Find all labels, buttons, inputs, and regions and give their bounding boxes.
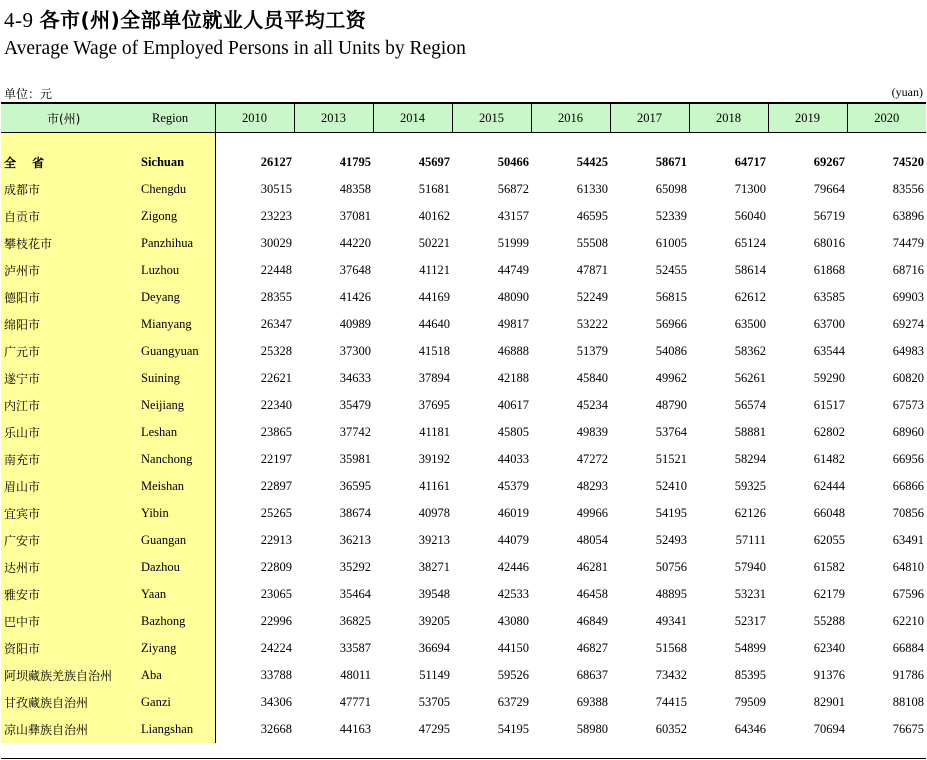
row-city-zh: 凉山彝族自治州 — [1, 716, 128, 743]
wage-cell: 59325 — [734, 479, 766, 493]
table-row — [1, 527, 926, 554]
header-year: 2019 — [768, 103, 847, 133]
wage-cell: 42446 — [497, 560, 529, 574]
wage-cell: 68716 — [892, 263, 924, 277]
row-region-en: Neijiang — [128, 392, 215, 419]
wage-cell: 66884 — [892, 641, 924, 655]
wage-cell: 45697 — [418, 155, 450, 169]
row-city-zh: 成都市 — [1, 176, 128, 203]
row-region-en: Panzhihua — [128, 230, 215, 257]
wage-cell: 51379 — [576, 344, 608, 358]
wage-cell: 44749 — [497, 263, 529, 277]
table-row — [1, 284, 926, 311]
wage-cell: 62340 — [813, 641, 845, 655]
wage-cell: 79509 — [734, 695, 766, 709]
table-row — [1, 500, 926, 527]
row-city-zh: 雅安市 — [1, 581, 128, 608]
wage-cell: 45840 — [576, 371, 608, 385]
wage-cell: 44163 — [339, 722, 371, 736]
row-city-zh: 德阳市 — [1, 284, 128, 311]
wage-cell: 76675 — [892, 722, 924, 736]
wage-cell: 22897 — [260, 479, 292, 493]
wage-cell: 52317 — [734, 614, 766, 628]
wage-cell: 40989 — [339, 317, 371, 331]
wage-cell: 44640 — [418, 317, 450, 331]
wage-cell: 74415 — [655, 695, 687, 709]
spacer-row — [1, 133, 926, 150]
wage-cell: 91376 — [813, 668, 845, 682]
wage-cell: 61005 — [655, 236, 687, 250]
wage-cell: 48054 — [576, 533, 608, 547]
wage-cell: 41121 — [419, 263, 450, 277]
wage-cell: 61582 — [813, 560, 845, 574]
wage-cell: 57111 — [735, 533, 766, 547]
row-city-zh: 泸州市 — [1, 257, 128, 284]
wage-cell: 39192 — [418, 452, 450, 466]
row-region-en: Liangshan — [128, 716, 215, 743]
wage-cell: 58881 — [734, 425, 766, 439]
wage-cell: 62802 — [813, 425, 845, 439]
wage-cell: 49817 — [497, 317, 529, 331]
wage-cell: 63500 — [734, 317, 766, 331]
wage-cell: 56872 — [497, 182, 529, 196]
wage-cell: 63491 — [892, 533, 924, 547]
wage-cell: 51999 — [497, 236, 529, 250]
wage-cell: 62612 — [734, 290, 766, 304]
wage-cell: 46595 — [576, 209, 608, 223]
wage-cell: 47771 — [339, 695, 371, 709]
table-row — [1, 581, 926, 608]
wage-cell: 37695 — [418, 398, 450, 412]
wage-cell: 51149 — [419, 668, 450, 682]
wage-cell: 49966 — [576, 506, 608, 520]
wage-cell: 68637 — [576, 668, 608, 682]
wage-cell: 61482 — [813, 452, 845, 466]
wage-cell: 58294 — [734, 452, 766, 466]
table-body — [1, 133, 926, 744]
table-row — [1, 392, 926, 419]
wage-cell: 50756 — [655, 560, 687, 574]
header-region-en: Region — [128, 103, 215, 133]
wage-cell: 41161 — [419, 479, 450, 493]
wage-cell: 44150 — [497, 641, 529, 655]
wage-cell: 35981 — [339, 452, 371, 466]
bottom-rule — [1, 758, 926, 759]
wage-cell: 35464 — [339, 587, 371, 601]
table-row — [1, 149, 926, 176]
wage-cell: 56815 — [655, 290, 687, 304]
row-region-en: Luzhou — [128, 257, 215, 284]
wage-cell: 52249 — [576, 290, 608, 304]
row-city-zh: 攀枝花市 — [1, 230, 128, 257]
wage-cell: 32668 — [260, 722, 292, 736]
wage-cell: 22340 — [260, 398, 292, 412]
wage-cell: 38271 — [418, 560, 450, 574]
wage-cell: 61330 — [576, 182, 608, 196]
header-year: 2010 — [215, 103, 294, 133]
row-region-en: Leshan — [128, 419, 215, 446]
wage-cell: 22809 — [260, 560, 292, 574]
table-row — [1, 608, 926, 635]
wage-cell: 47295 — [418, 722, 450, 736]
row-city-zh: 遂宁市 — [1, 365, 128, 392]
row-region-en: Ziyang — [128, 635, 215, 662]
table-row — [1, 716, 926, 743]
wage-cell: 68960 — [892, 425, 924, 439]
wage-cell: 41426 — [339, 290, 371, 304]
wage-cell: 54195 — [655, 506, 687, 520]
wage-cell: 22996 — [260, 614, 292, 628]
wage-cell: 63585 — [813, 290, 845, 304]
wage-cell: 50466 — [497, 155, 529, 169]
wage-cell: 65098 — [655, 182, 687, 196]
wage-cell: 22913 — [260, 533, 292, 547]
wage-cell: 71300 — [734, 182, 766, 196]
wage-cell: 62210 — [892, 614, 924, 628]
wage-cell: 56966 — [655, 317, 687, 331]
wage-cell: 43080 — [497, 614, 529, 628]
row-city-zh: 甘孜藏族自治州 — [1, 689, 128, 716]
wage-cell: 46827 — [576, 641, 608, 655]
wage-cell: 22448 — [260, 263, 292, 277]
wage-cell: 64346 — [734, 722, 766, 736]
wage-cell: 56040 — [734, 209, 766, 223]
wage-cell: 35292 — [339, 560, 371, 574]
wage-cell: 46888 — [497, 344, 529, 358]
table-row — [1, 311, 926, 338]
title-zh-text: 各市(州)全部单位就业人员平均工资 — [39, 8, 367, 32]
wage-cell: 55508 — [576, 236, 608, 250]
wage-cell: 39213 — [418, 533, 450, 547]
table-row — [1, 473, 926, 500]
wage-cell: 37648 — [339, 263, 371, 277]
wage-cell: 56574 — [734, 398, 766, 412]
wage-cell: 36213 — [339, 533, 371, 547]
wage-cell: 64810 — [892, 560, 924, 574]
wage-cell: 24224 — [260, 641, 292, 655]
wage-cell: 42533 — [497, 587, 529, 601]
unit-label-en: (yuan) — [891, 85, 923, 99]
wage-cell: 59526 — [497, 668, 529, 682]
wage-cell: 48011 — [340, 668, 371, 682]
wage-cell: 82901 — [813, 695, 845, 709]
wage-cell: 36595 — [339, 479, 371, 493]
wage-cell: 69903 — [892, 290, 924, 304]
wage-cell: 58614 — [734, 263, 766, 277]
wage-table — [1, 102, 926, 743]
wage-cell: 69388 — [576, 695, 608, 709]
wage-cell: 30029 — [260, 236, 292, 250]
wage-cell: 53231 — [734, 587, 766, 601]
wage-cell: 60820 — [892, 371, 924, 385]
wage-cell: 33788 — [260, 668, 292, 682]
wage-cell: 61868 — [813, 263, 845, 277]
table-row — [1, 365, 926, 392]
row-region-en: Chengdu — [128, 176, 215, 203]
wage-cell: 85395 — [734, 668, 766, 682]
wage-cell: 62179 — [813, 587, 845, 601]
wage-cell: 49839 — [576, 425, 608, 439]
header-year: 2015 — [452, 103, 531, 133]
wage-cell: 46019 — [497, 506, 529, 520]
wage-cell: 70856 — [892, 506, 924, 520]
wage-cell: 33587 — [339, 641, 371, 655]
wage-cell: 34633 — [339, 371, 371, 385]
row-city-zh: 广元市 — [1, 338, 128, 365]
wage-cell: 46849 — [576, 614, 608, 628]
wage-cell: 47272 — [576, 452, 608, 466]
row-region-en: Nanchong — [128, 446, 215, 473]
row-region-en: Deyang — [128, 284, 215, 311]
wage-cell: 58671 — [655, 155, 687, 169]
wage-cell: 39205 — [418, 614, 450, 628]
header-row — [1, 103, 926, 133]
wage-cell: 26127 — [260, 155, 292, 169]
wage-cell: 40162 — [418, 209, 450, 223]
unit-label-zh: 单位：元 — [4, 87, 53, 101]
wage-cell: 73432 — [655, 668, 687, 682]
row-city-zh: 绵阳市 — [1, 311, 128, 338]
wage-cell: 26347 — [260, 317, 292, 331]
wage-cell: 46281 — [576, 560, 608, 574]
wage-cell: 69274 — [892, 317, 924, 331]
table-row — [1, 554, 926, 581]
wage-cell: 41518 — [418, 344, 450, 358]
row-city-zh: 资阳市 — [1, 635, 128, 662]
wage-cell: 51681 — [418, 182, 450, 196]
header-city-zh: 市(州) — [1, 103, 128, 133]
wage-cell: 65124 — [734, 236, 766, 250]
wage-cell: 48358 — [339, 182, 371, 196]
table-row — [1, 230, 926, 257]
table-row — [1, 446, 926, 473]
row-city-zh: 达州市 — [1, 554, 128, 581]
wage-cell: 48895 — [655, 587, 687, 601]
table-row — [1, 689, 926, 716]
table-row — [1, 338, 926, 365]
row-city-zh: 巴中市 — [1, 608, 128, 635]
table-row — [1, 176, 926, 203]
wage-cell: 66866 — [892, 479, 924, 493]
wage-cell: 56719 — [813, 209, 845, 223]
row-region-en: Meishan — [128, 473, 215, 500]
row-city-zh: 自贡市 — [1, 203, 128, 230]
wage-cell: 61517 — [813, 398, 845, 412]
wage-cell: 48790 — [655, 398, 687, 412]
wage-cell: 74520 — [892, 155, 924, 169]
wage-cell: 59290 — [813, 371, 845, 385]
table-title-zh — [4, 4, 366, 33]
wage-cell: 67596 — [892, 587, 924, 601]
row-region-en: Mianyang — [128, 311, 215, 338]
row-city-zh: 广安市 — [1, 527, 128, 554]
row-region-en: Suining — [128, 365, 215, 392]
wage-cell: 37081 — [339, 209, 371, 223]
wage-cell: 63544 — [813, 344, 845, 358]
wage-cell: 45805 — [497, 425, 529, 439]
header-year: 2016 — [531, 103, 610, 133]
wage-cell: 37300 — [339, 344, 371, 358]
wage-cell: 63700 — [813, 317, 845, 331]
row-region-en: Aba — [128, 662, 215, 689]
wage-cell: 48090 — [497, 290, 529, 304]
wage-cell: 25328 — [260, 344, 292, 358]
wage-cell: 52410 — [655, 479, 687, 493]
wage-cell: 57940 — [734, 560, 766, 574]
wage-cell: 56261 — [734, 371, 766, 385]
row-city-zh: 乐山市 — [1, 419, 128, 446]
wage-cell: 44033 — [497, 452, 529, 466]
wage-cell: 23223 — [260, 209, 292, 223]
table-row — [1, 419, 926, 446]
wage-cell: 54086 — [655, 344, 687, 358]
wage-cell: 22197 — [260, 452, 292, 466]
wage-cell: 70694 — [813, 722, 845, 736]
wage-cell: 47871 — [576, 263, 608, 277]
wage-cell: 39548 — [418, 587, 450, 601]
row-city-zh: 宜宾市 — [1, 500, 128, 527]
wage-cell: 36825 — [339, 614, 371, 628]
wage-cell: 52339 — [655, 209, 687, 223]
wage-cell: 66956 — [892, 452, 924, 466]
wage-cell: 22621 — [260, 371, 292, 385]
table-row — [1, 257, 926, 284]
row-region-en: Ganzi — [128, 689, 215, 716]
row-region-en: Zigong — [128, 203, 215, 230]
row-city-zh: 眉山市 — [1, 473, 128, 500]
wage-cell: 51521 — [655, 452, 687, 466]
table-row — [1, 635, 926, 662]
wage-cell: 45379 — [497, 479, 529, 493]
wage-cell: 58362 — [734, 344, 766, 358]
wage-cell: 52455 — [655, 263, 687, 277]
wage-cell: 49962 — [655, 371, 687, 385]
wage-cell: 42188 — [497, 371, 529, 385]
row-city-zh: 南充市 — [1, 446, 128, 473]
wage-cell: 38674 — [339, 506, 371, 520]
wage-cell: 83556 — [892, 182, 924, 196]
wage-cell: 37894 — [418, 371, 450, 385]
wage-cell: 67573 — [892, 398, 924, 412]
table-row — [1, 662, 926, 689]
wage-cell: 34306 — [260, 695, 292, 709]
wage-cell: 54425 — [576, 155, 608, 169]
wage-cell: 46458 — [576, 587, 608, 601]
wage-cell: 48293 — [576, 479, 608, 493]
wage-cell: 62126 — [734, 506, 766, 520]
wage-cell: 52493 — [655, 533, 687, 547]
row-region-en: Guangyuan — [128, 338, 215, 365]
row-region-en: Guangan — [128, 527, 215, 554]
wage-cell: 44079 — [497, 533, 529, 547]
wage-cell: 40978 — [418, 506, 450, 520]
header-year: 2018 — [689, 103, 768, 133]
wage-cell: 43157 — [497, 209, 529, 223]
wage-cell: 23865 — [260, 425, 292, 439]
wage-cell: 63729 — [497, 695, 529, 709]
wage-cell: 54195 — [497, 722, 529, 736]
wage-cell: 49341 — [655, 614, 687, 628]
wage-cell: 41181 — [419, 425, 450, 439]
wage-cell: 53222 — [576, 317, 608, 331]
wage-cell: 68016 — [813, 236, 845, 250]
wage-cell: 64983 — [892, 344, 924, 358]
wage-cell: 79664 — [813, 182, 845, 196]
wage-cell: 62055 — [813, 533, 845, 547]
wage-cell: 69267 — [813, 155, 845, 169]
wage-cell: 60352 — [655, 722, 687, 736]
header-year: 2020 — [847, 103, 926, 133]
wage-cell: 51568 — [655, 641, 687, 655]
table-number: 4-9 — [4, 8, 34, 32]
wage-cell: 23065 — [260, 587, 292, 601]
wage-cell: 53764 — [655, 425, 687, 439]
row-city-zh: 全 省 — [1, 149, 128, 176]
row-region-en: Yaan — [128, 581, 215, 608]
wage-cell: 41795 — [339, 155, 371, 169]
wage-cell: 50221 — [418, 236, 450, 250]
wage-cell: 66048 — [813, 506, 845, 520]
wage-cell: 37742 — [339, 425, 371, 439]
wage-cell: 88108 — [892, 695, 924, 709]
row-city-zh: 内江市 — [1, 392, 128, 419]
wage-cell: 45234 — [576, 398, 608, 412]
wage-cell: 64717 — [734, 155, 766, 169]
wage-cell: 36694 — [418, 641, 450, 655]
wage-cell: 25265 — [260, 506, 292, 520]
wage-cell: 44220 — [339, 236, 371, 250]
wage-cell: 62444 — [813, 479, 845, 493]
row-region-en: Yibin — [128, 500, 215, 527]
row-region-en: Bazhong — [128, 608, 215, 635]
wage-cell: 74479 — [892, 236, 924, 250]
wage-cell: 63896 — [892, 209, 924, 223]
header-year: 2017 — [610, 103, 689, 133]
header-year: 2014 — [373, 103, 452, 133]
wage-cell: 58980 — [576, 722, 608, 736]
wage-cell: 54899 — [734, 641, 766, 655]
wage-cell: 91786 — [892, 668, 924, 682]
wage-cell: 53705 — [418, 695, 450, 709]
table-row — [1, 203, 926, 230]
wage-cell: 44169 — [418, 290, 450, 304]
wage-cell: 30515 — [260, 182, 292, 196]
row-region-en: Sichuan — [128, 149, 215, 176]
row-region-en: Dazhou — [128, 554, 215, 581]
wage-cell: 40617 — [497, 398, 529, 412]
wage-cell: 55288 — [813, 614, 845, 628]
table-title-en: Average Wage of Employed Persons in all Units by Region — [4, 38, 466, 59]
wage-cell: 28355 — [260, 290, 292, 304]
row-city-zh: 阿坝藏族羌族自治州 — [1, 662, 128, 689]
wage-cell: 35479 — [339, 398, 371, 412]
header-year: 2013 — [294, 103, 373, 133]
